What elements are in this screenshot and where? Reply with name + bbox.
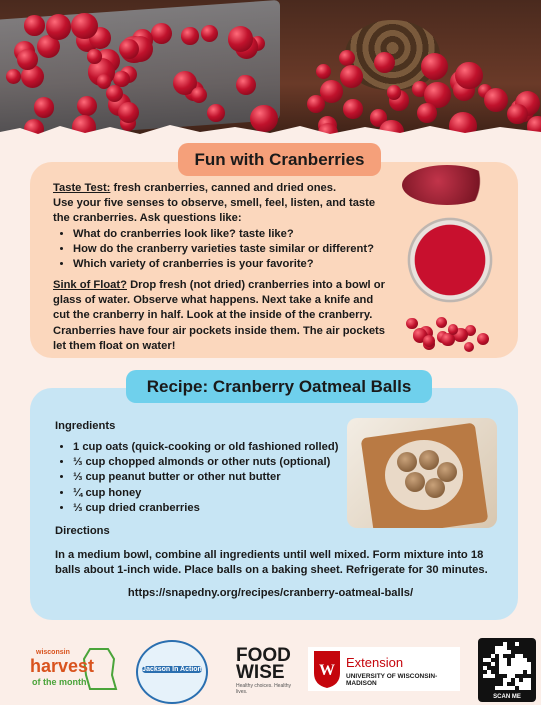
cranberry [87, 49, 101, 63]
cranberry [339, 50, 355, 66]
ingredient-list [53, 440, 343, 516]
cranberry-sauce-image [405, 215, 495, 305]
svg-text:W: W [319, 662, 335, 679]
uw-crest-icon [312, 649, 342, 689]
taste-test-intro: fresh cranberries, canned and dried ones. [110, 182, 337, 194]
cranberry [97, 74, 111, 88]
foodwise-word-1: FOOD [236, 645, 291, 666]
directions-heading: Directions [55, 525, 110, 537]
oatmeal-ball [419, 450, 439, 470]
cranberry [228, 26, 254, 52]
qr-code[interactable] [478, 638, 536, 702]
qr-module [511, 654, 515, 658]
qr-module [519, 678, 523, 682]
foodwise-word-2: WISE [236, 662, 285, 683]
cranberry [484, 88, 509, 113]
taste-test-block [53, 181, 393, 272]
qr-module [515, 686, 519, 690]
cranberry [201, 25, 218, 42]
jackson-in-action-logo [136, 640, 208, 704]
recipe-url[interactable]: https://snapedny.org/recipes/cranberry-oatmeal-balls/ [127, 587, 414, 599]
qr-module [527, 658, 531, 662]
harvest-of-the-month-logo [28, 645, 120, 693]
cranberry [448, 324, 458, 334]
cranberry [181, 27, 198, 44]
oatmeal-balls-photo [347, 418, 497, 528]
qr-module [483, 670, 487, 674]
extension-label: Extension [346, 655, 404, 670]
cranberry [34, 97, 55, 118]
cranberry [236, 75, 256, 95]
dried-cranberries-image [402, 165, 492, 205]
cranberry [316, 64, 331, 79]
ingredient-item: • ⅓ cup dried cranberries [73, 501, 343, 516]
cranberry [77, 96, 97, 116]
qr-module [499, 642, 503, 646]
qr-module [507, 662, 511, 666]
section-title-recipe: Recipe: Cranberry Oatmeal Balls [126, 370, 432, 403]
cranberry [17, 49, 38, 70]
qr-pattern [483, 642, 531, 690]
ingredients-heading: Ingredients [55, 420, 116, 432]
cranberry [307, 95, 325, 113]
oatmeal-ball [397, 452, 417, 472]
cranberry [421, 53, 448, 80]
cranberry [151, 23, 172, 44]
question-item: • How do the cranberry varieties taste similar or different? [73, 242, 393, 257]
ingredient-item: • 1 cup oats (quick-cooking or old fashioned rolled) [73, 440, 343, 455]
cranberry [191, 87, 207, 103]
cranberry [71, 13, 98, 40]
harvest-small-label: wisconsin [36, 649, 70, 656]
cranberry [455, 62, 483, 90]
taste-test-body: Use your five senses to observe, smell, feel, listen, and taste the cranberries. Ask questions like: [53, 197, 376, 225]
ingredient-item: • ¼ cup honey [73, 486, 343, 501]
ingredients-block [53, 440, 343, 516]
section-title-fun: Fun with Cranberries [178, 143, 381, 176]
oatmeal-ball [425, 478, 445, 498]
sink-float-body: Drop fresh (not dried) cranberries into a bowl or glass of water. Observe what happens. Next take a knife and cut the cranberry in half. Look at the inside of the cranberry. Cranberries have four air pockets inside them. The air pockets let them float on water! [53, 279, 386, 352]
extension-sub-label: UNIVERSITY OF WISCONSIN-MADISON [346, 673, 438, 687]
cranberry [6, 69, 21, 84]
taste-test-label: Taste Test: [53, 182, 111, 194]
question-item: • What do cranberries look like? taste like? [73, 227, 393, 242]
question-item: • Which variety of cranberries is your favorite? [73, 257, 393, 272]
question-list [53, 227, 393, 273]
directions-text: In a medium bowl, combine all ingredients until well mixed. Form mixture into 18 balls about 1-inch wide. Place balls on a baking sheet. Refrigerate for 30 minutes. [55, 549, 488, 577]
sink-float-label: Sink of Float? [53, 279, 127, 291]
cranberry [340, 65, 363, 88]
qr-module [527, 674, 531, 678]
cranberry [387, 85, 402, 100]
foodwise-tagline: Healthy choices. Healthy lives. [236, 683, 292, 695]
cranberry [46, 14, 72, 40]
harvest-big-label: harvest [30, 656, 95, 676]
qr-module [499, 682, 503, 686]
scan-me-label: SCAN ME [493, 694, 521, 700]
ingredient-item: • ⅓ cup peanut butter or other nut butter [73, 470, 343, 485]
ingredient-item: • ⅓ cup chopped almonds or other nuts (optional) [73, 455, 343, 470]
harvest-sub-label: of the month [32, 677, 87, 687]
cranberry [343, 99, 362, 118]
oatmeal-ball [405, 472, 425, 492]
qr-module [503, 674, 507, 678]
foodwise-logo [236, 645, 302, 695]
sink-float-block [53, 278, 393, 354]
qr-module [491, 686, 495, 690]
cranberry [24, 15, 44, 35]
jackson-label: Jackson In Action [142, 666, 202, 673]
uw-extension-logo [308, 647, 460, 691]
